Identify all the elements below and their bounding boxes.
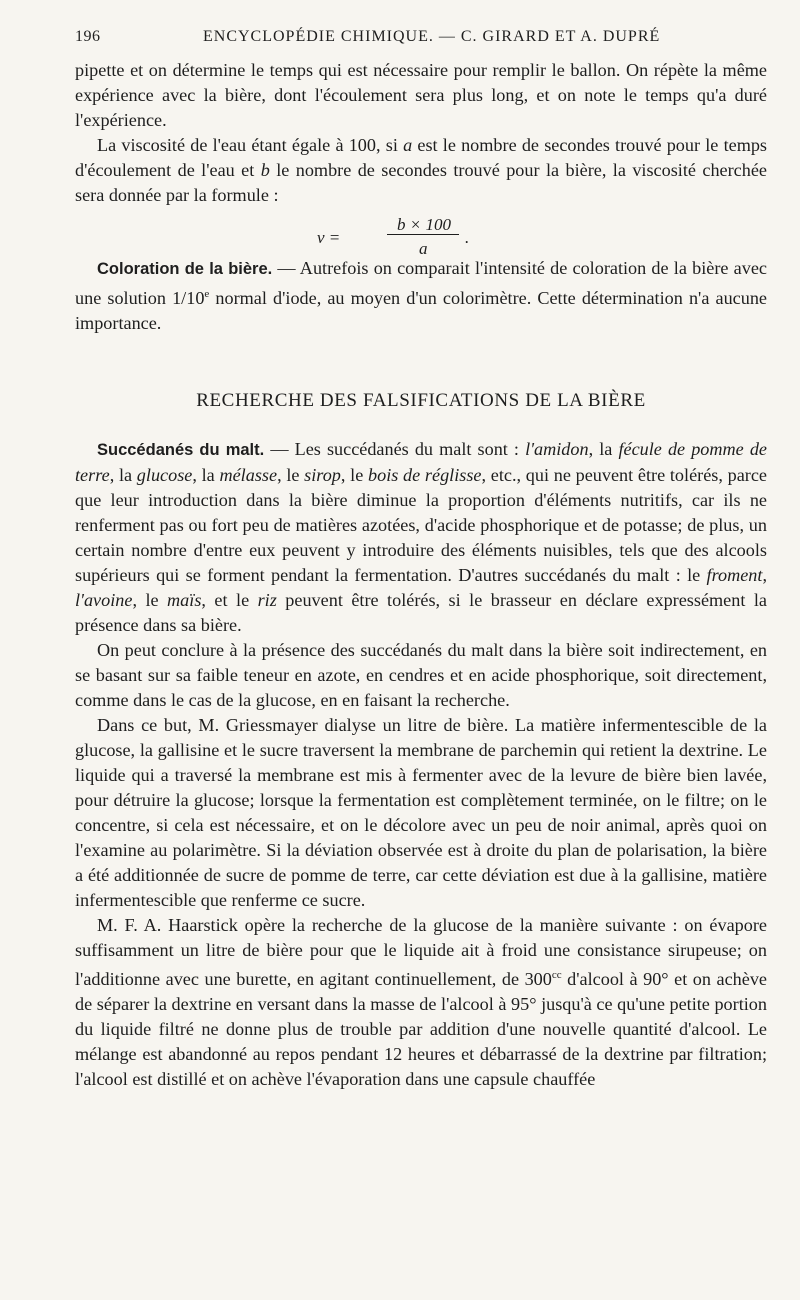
heading-coloration: Coloration de la bière. [97,260,273,278]
paragraph-viscosity-method: pipette et on détermine le temps qui est nécessaire pour remplir le ballon. On répète la même expérience avec la bière, dont l'écoulement sera plus long, et on note le temps qu'a duré l'expérience. [75,60,767,130]
paragraph-conclusion: On peut conclure à la présence des succédanés du malt dans la bière soit indirectement, en se basant sur sa faible teneur en azote, en cendres et en acide phosphorique, soit directement, comme dans le cas de la glucose, en en faisant la recherche. [75,640,767,711]
paragraph-viscosity-definition: La viscosité de l'eau étant égale à 100, si a est le nombre de secondes trouvé pour le temps d'écoulement de l'eau et b le nombre de secondes trouvé pour la bière, la viscosité cherchée sera donnée par la formule : [75,135,768,205]
fraction-bar [387,234,459,235]
formula-denominator: a [419,239,428,258]
paragraph-succedanes: Succédanés du malt. — Les succédanés du malt sont : l'amidon, la fécule de pomme de terre, la glucose, la mélasse, le sirop, le bois de réglisse, etc., qui ne peuvent être tolérés, parce que leur introduction dans la bière diminue la proportion d'éléments nutritifs, car ils ne renferment pas ou fort peu de matières azotées, d'acide phosphorique et de potasse; de plus, un certain nombre d'entre eux peuvent y introduire des éléments nuisibles, tels que des alcools supérieurs qui se forment pendant la fermentation. D'autres succédanés du malt : le froment, l'avoine, le maïs, et le riz peuvent être tolérés, si le brasseur en déclare expressément la présence dans sa bière. [75,439,767,636]
body-text [75,58,767,1092]
section-title: RECHERCHE DES FALSIFICATIONS DE LA BIÈRE [196,390,646,412]
formula-end: . [465,228,470,247]
formula-numerator: b × 100 [397,215,451,234]
running-title: ENCYCLOPÉDIE CHIMIQUE. — C. GIRARD ET A. DUPRÉ [203,28,661,45]
page-header [75,28,765,52]
page-number: 196 [75,28,101,45]
paragraph-coloration: Coloration de la bière. — Autrefois on comparait l'intensité de coloration de la bière avec une solution 1/10e normal d'iode, au moyen d'un colorimètre. Cette détermination n'a aucune importance. [75,258,767,334]
paragraph-griessmayer: Dans ce but, M. Griessmayer dialyse un litre de bière. La matière infermentescible de la glucose, la gallisine et le sucre traversent la membrane de parchemin qui retient la dextrine. Le liquide qui a traversé la membrane est mis à fermenter avec de la levure de bière bien lavée, pour détruire la glucose; lorsque la fermentation est complètement terminée, on le filtre; on le concentre, si cela est nécessaire, et on le décolore avec un peu de noir animal, après quoi on l'examine au polarimètre. Si la déviation observée est à droite du plan de polarisation, la bière a été additionnée de sucre de pomme de terre, car cette déviation est due à la gallisine, matière infermentescible que renferme ce sucre. [75,715,767,911]
paragraph-haarstick: M. F. A. Haarstick opère la recherche de la glucose de la manière suivante : on évapore suffisamment un litre de bière pour que le liquide ait à froid une consistance sirupeuse; on l'additionne avec une burette, en agitant continuellement, de $300^{cc}$ d'alcool à 90° et on achève de séparer la dextrine en versant dans la masse de l'alcool à 95° jusqu'à ce qu'une petite portion du liquide filtré ne donne plus de trouble par addition d'une nouvelle quantité d'alcool. Le mélange est abandonné au repos pendant 12 heures et débarrassé de la dextrine par filtration; l'alcool est distillé et on achève l'évaporation dans une capsule chauffée [75,915,767,1090]
viscosity-formula [75,208,767,256]
formula-lhs: v = [317,228,341,247]
heading-succedanes: Succédanés du malt. [97,441,265,460]
